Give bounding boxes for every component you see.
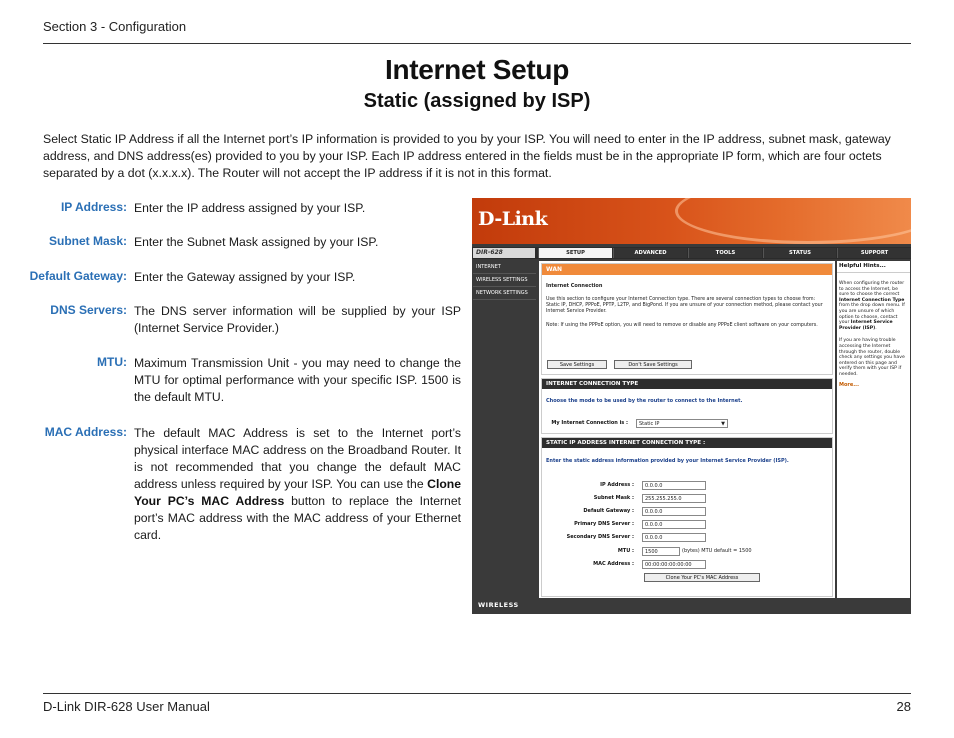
term-default-gateway: Default Gateway: — [29, 269, 127, 283]
secondary-dns-input[interactable]: 0.0.0.0 — [642, 533, 706, 542]
tab-setup[interactable]: SETUP — [538, 248, 612, 258]
connection-type-box — [541, 378, 833, 434]
hint-connection-type: When configuring the router to access the Internet, be sure to choose the correct Internet Connection Type from the drop down menu. If you are unsure of which option to choose, contact your Internet Service Provider (ISP). — [839, 281, 905, 331]
tab-support[interactable]: SUPPORT — [837, 248, 911, 258]
helpful-hints-panel — [837, 261, 910, 598]
dlink-logo: D-Link — [478, 208, 548, 230]
primary-dns-input[interactable]: 0.0.0.0 — [642, 520, 706, 529]
static-ip-heading: STATIC IP ADDRESS INTERNET CONNECTION TYPE : — [542, 438, 832, 448]
tab-tools[interactable]: TOOLS — [688, 248, 762, 258]
static-ip-prompt: Enter the static address information provided by your Internet Service Provider (ISP). — [546, 458, 789, 464]
term-ip-address: IP Address: — [60, 200, 127, 214]
term-mac-address: MAC Address: — [44, 425, 127, 439]
more-link[interactable]: More... — [839, 381, 859, 388]
field-row-ip-address — [542, 481, 834, 491]
nav-wireless-settings[interactable]: WIRELESS SETTINGS — [473, 274, 536, 287]
connection-type-prompt: Choose the mode to be used by the router to connect to the Internet. — [546, 398, 743, 404]
field-row-secondary-dns — [542, 533, 834, 543]
field-row-mac-address — [542, 560, 834, 570]
field-label-primary-dns: Primary DNS Server : — [574, 521, 634, 527]
top-divider — [43, 43, 911, 44]
desc-mtu: Maximum Transmission Unit - you may need to change the MTU for optimal performance with your specific ISP. 1500 is the default MTU. — [134, 356, 461, 404]
wan-heading: WAN — [542, 264, 832, 275]
clone-mac-address-button[interactable]: Clone Your PC's MAC Address — [644, 573, 760, 582]
desc-mac-address: The default MAC Address is set to the Internet port’s physical interface MAC address on the Broadband Router. It is not recommended that you change the default MAC address unless required by your ISP. You can use the Clone Your PC’s MAC Address button to replace the Internet port’s MAC address with the MAC address of your Ethernet card. — [134, 426, 461, 542]
connection-type-heading: INTERNET CONNECTION TYPE — [542, 379, 832, 389]
desc-default-gateway: Enter the Gateway assigned by your ISP. — [134, 270, 356, 284]
hints-heading: Helpful Hints... — [837, 261, 910, 273]
field-label-secondary-dns: Secondary DNS Server : — [566, 534, 634, 540]
desc-ip-address: Enter the IP address assigned by your ISP. — [134, 201, 366, 215]
wireless-label: WIRELESS — [478, 601, 519, 609]
wan-note: Note: If using the PPPoE option, you will need to remove or disable any PPPoE client software on your computers. — [546, 323, 818, 328]
model-label: DIR-628 — [473, 248, 535, 258]
intro-paragraph: Select Static IP Address if all the Internet port’s IP information is provided to you by your ISP. You will need to enter in the IP address, subnet mask, gateway address, and DNS address(es) provided to you by your ISP. Each IP address entered in the fields must be in the appropriate IP form, which are four octets separated by a dot (x.x.x.x). The Router will not accept the IP address if it is not in this format. — [43, 132, 891, 180]
chevron-down-icon: ▼ — [721, 421, 725, 427]
mtu-note: (bytes) MTU default = 1500 — [682, 548, 752, 554]
banner-swoosh — [675, 198, 911, 244]
dont-save-settings-button[interactable]: Don't Save Settings — [614, 360, 692, 369]
connection-type-label: My Internet Connection is : — [551, 420, 628, 426]
static-ip-box — [541, 437, 833, 597]
mac-address-input[interactable]: 00:00:00:00:00:00 — [642, 560, 706, 569]
wan-description: Use this section to configure your Internet Connection type. There are several connection types to choose from: Static IP, DHCP, PPPoE, PPTP, L2TP, and BigPond. If you are unsure of your connection method, please contact your Internet Service Provider. — [546, 297, 823, 314]
field-row-primary-dns — [542, 520, 834, 530]
field-row-default-gateway — [542, 507, 834, 517]
router-content — [539, 261, 835, 598]
field-label-ip-address: IP Address : — [600, 482, 634, 488]
field-label-mac-address: MAC Address : — [593, 561, 634, 567]
router-bottom-bar — [472, 598, 911, 614]
field-label-default-gateway: Default Gateway : — [583, 508, 634, 514]
term-dns-servers: DNS Servers: — [50, 303, 127, 317]
wan-box — [541, 263, 833, 375]
tab-advanced[interactable]: ADVANCED — [613, 248, 687, 258]
field-label-subnet-mask: Subnet Mask : — [593, 495, 634, 501]
nav-network-settings[interactable]: NETWORK SETTINGS — [473, 287, 536, 300]
page-title: Internet Setup — [384, 54, 570, 85]
connection-type-value: Static IP — [639, 421, 660, 427]
field-label-mtu: MTU : — [617, 548, 634, 554]
connection-type-row — [542, 419, 834, 429]
field-row-subnet-mask — [542, 494, 834, 504]
term-mtu: MTU: — [97, 355, 127, 369]
mtu-input[interactable]: 1500 — [642, 547, 680, 556]
dlink-banner — [472, 198, 911, 244]
nav-internet[interactable]: INTERNET — [473, 261, 536, 274]
ip-address-input[interactable]: 0.0.0.0 — [642, 481, 706, 490]
default-gateway-input[interactable]: 0.0.0.0 — [642, 507, 706, 516]
field-row-mtu — [542, 547, 834, 557]
router-left-nav — [473, 261, 536, 596]
wan-subheading: Internet Connection — [546, 283, 603, 289]
subnet-mask-input[interactable]: 255.255.255.0 — [642, 494, 706, 503]
hint-troubleshoot: If you are having trouble accessing the Internet through the router, double check any settings you have entered on this page and verify them with your ISP if needed. — [839, 338, 905, 377]
connection-type-select[interactable] — [636, 419, 728, 428]
footer-manual-title: D-Link DIR-628 User Manual — [43, 699, 210, 714]
router-nav-bar — [472, 247, 911, 259]
page-subtitle: Static (assigned by ISP) — [363, 90, 591, 112]
save-settings-button[interactable]: Save Settings — [547, 360, 607, 369]
section-header: Section 3 - Configuration — [43, 19, 187, 34]
page-number: 28 — [896, 699, 911, 714]
router-screenshot — [472, 198, 911, 614]
term-subnet-mask: Subnet Mask: — [48, 234, 127, 248]
tab-status[interactable]: STATUS — [763, 248, 836, 258]
desc-dns-servers: The DNS server information will be supplied by your ISP (Internet Service Provider.) — [134, 304, 461, 335]
bottom-divider — [43, 693, 911, 694]
desc-subnet-mask: Enter the Subnet Mask assigned by your ISP. — [134, 235, 379, 249]
